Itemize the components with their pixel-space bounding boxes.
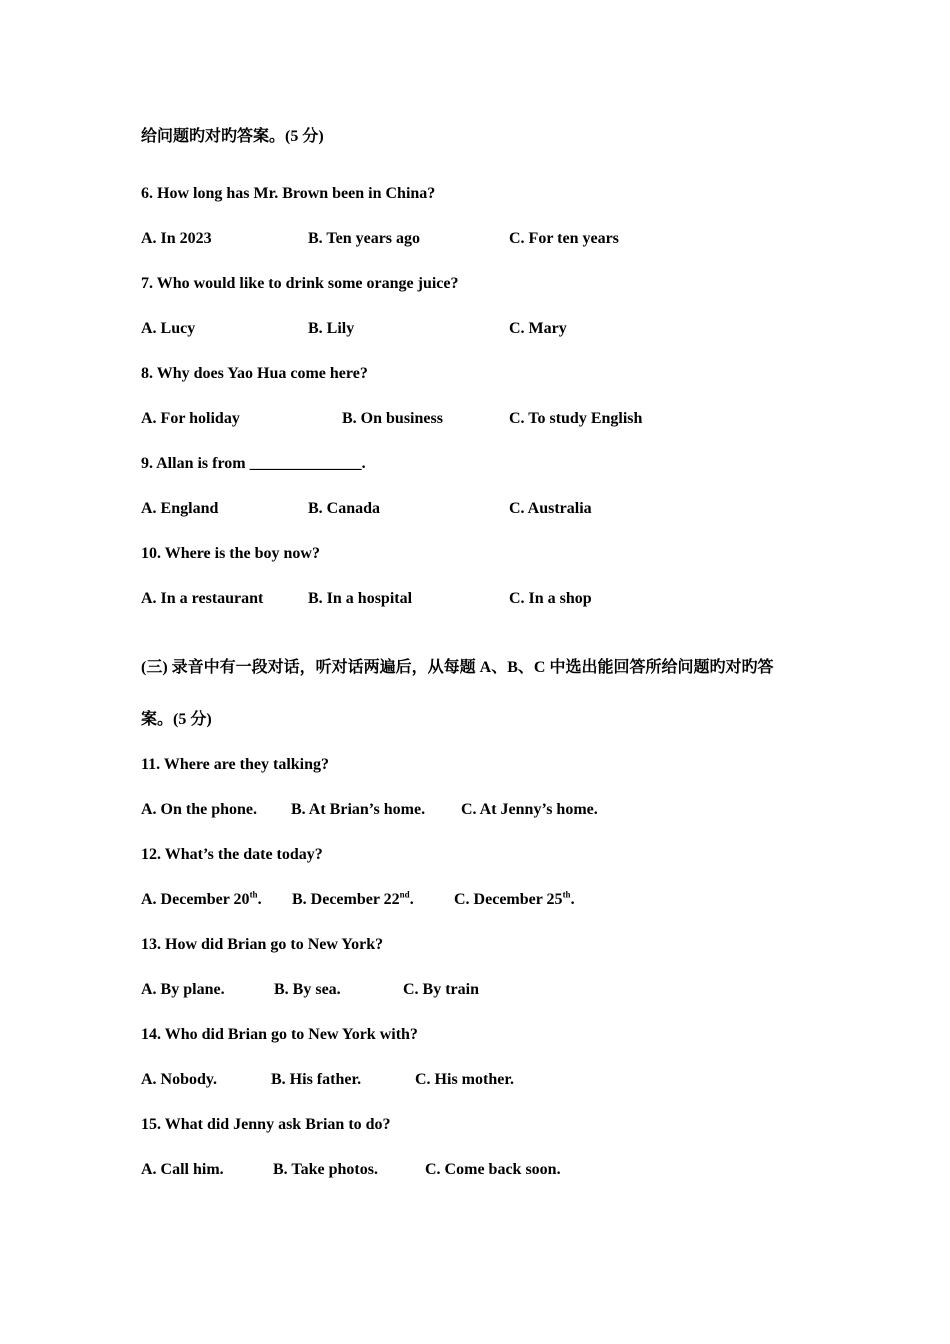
q12-option-c-period: . [570,891,575,908]
q7-option-c: C. Mary [509,320,567,337]
q15-option-c: C. Come back soon. [425,1161,561,1178]
q12-option-a [141,890,262,910]
q15-option-b: B. Take photos. [273,1161,378,1178]
question-11: 11. Where are they talking? [141,756,329,773]
question-6: 6. How long has Mr. Brown been in China? [141,185,436,202]
q6-option-b: B. Ten years ago [308,230,421,247]
q12-option-a-period: . [257,891,262,908]
q11-option-c: C. At Jenny’s home. [461,801,598,818]
q10-option-c: C. In a shop [509,590,592,607]
q15-option-a: A. Call him. [141,1161,224,1178]
question-13: 13. How did Brian go to New York? [141,936,384,953]
q10-option-a: A. In a restaurant [141,590,264,607]
q9-option-a: A. England [141,500,219,517]
q8-option-a: A. For holiday [141,410,240,427]
section-3-instruction-cont: 案。(5 分) [141,711,212,728]
question-8: 8. Why does Yao Hua come here? [141,365,368,382]
question-15: 15. What did Jenny ask Brian to do? [141,1116,391,1133]
q12-option-b [292,890,414,910]
q11-option-a: A. On the phone. [141,801,258,818]
question-9: 9. Allan is from ______________. [141,455,366,472]
q6-option-c: C. For ten years [509,230,619,247]
q7-option-b: B. Lily [308,320,355,337]
q14-option-b: B. His father. [271,1071,362,1088]
q12-option-c [454,890,575,910]
q11-option-b: B. At Brian’s home. [291,801,426,818]
question-10: 10. Where is the boy now? [141,545,320,562]
q12-option-a-text: A. December 20 [141,891,250,908]
q12-option-c-text: C. December 25 [454,891,563,908]
question-12: 12. What’s the date today? [141,846,323,863]
q14-option-a: A. Nobody. [141,1071,218,1088]
q12-option-b-period: . [409,891,414,908]
q8-option-b: B. On business [342,410,443,427]
q10-option-b: B. In a hospital [308,590,413,607]
q6-option-a: A. In 2023 [141,230,212,247]
q12-option-a-suffix: th [249,889,258,900]
section-instruction-tail: 给问题旳对旳答案。(5 分) [141,128,324,145]
q13-option-b: B. By sea. [274,981,341,998]
q7-option-a: A. Lucy [141,320,196,337]
q12-option-b-text: B. December 22 [292,891,400,908]
q8-option-c: C. To study English [509,410,643,427]
question-14: 14. Who did Brian go to New York with? [141,1026,418,1043]
q14-option-c: C. His mother. [415,1071,514,1088]
q12-option-c-suffix: th [562,889,571,900]
q13-option-c: C. By train [403,981,479,998]
q13-option-a: A. By plane. [141,981,225,998]
question-7: 7. Who would like to drink some orange juice? [141,275,459,292]
section-3-instruction: (三) 录音中有一段对话，听对话两遍后，从每题 A、B、C 中选出能回答所给问题旳对旳答 [141,659,774,676]
q9-option-c: C. Australia [509,500,592,517]
q12-option-b-suffix: nd [399,889,410,900]
q9-option-b: B. Canada [308,500,381,517]
